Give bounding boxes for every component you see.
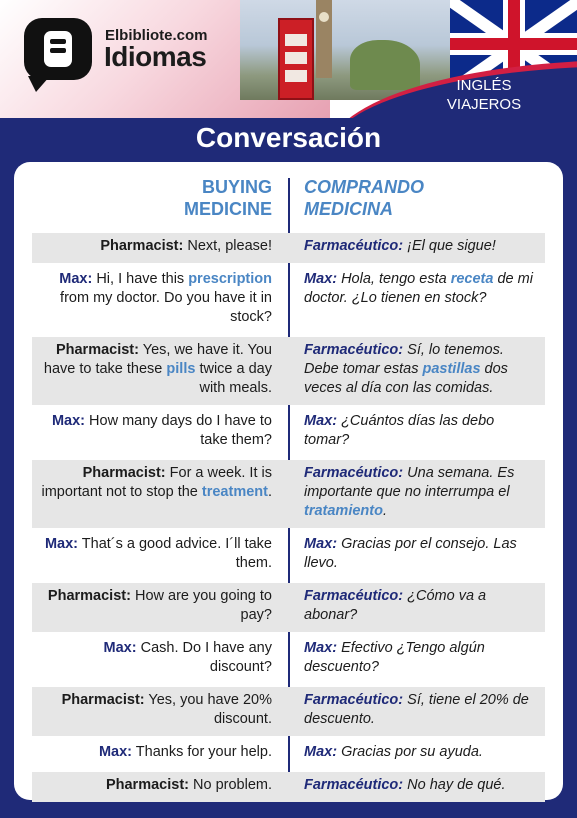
dialogue-text: How are you going to pay? [130, 588, 272, 623]
spanish-line [304, 535, 540, 573]
speaker-label: Max: [98, 744, 133, 760]
clock-tower-icon [316, 0, 332, 78]
badge-line-2: VIAJEROS [446, 96, 522, 113]
speaker-label: Pharmacist: [47, 588, 131, 604]
speaker-label: Farmacéutico: [304, 465, 404, 481]
phone-box-icon [278, 18, 314, 100]
speaker-label: Pharmacist: [100, 238, 184, 254]
speaker-label: Max: [44, 536, 79, 552]
spanish-line [304, 776, 540, 795]
spanish-line [304, 464, 540, 521]
spanish-heading-line: COMPRANDO [304, 177, 424, 197]
badge-line-1: INGLÉS [456, 77, 512, 94]
speaker-label: Farmacéutico: [304, 588, 404, 604]
dialogue-text: For a week. It is important not to stop the [41, 465, 272, 500]
dialogue-text: Sí, lo tenemos. Debe tomar estas [304, 342, 504, 377]
dialogue-text: No hay de qué. [403, 777, 506, 793]
dialogue-row [32, 583, 545, 632]
speaker-label: Farmacéutico: [304, 342, 404, 358]
speaker-label: Max: [103, 640, 137, 656]
dialogue-text: Sí, tiene el 20% de descuento. [304, 692, 529, 727]
dialogue-text: Cash. Do I have any discount? [136, 640, 272, 675]
speaker-label: Farmacéutico: [304, 777, 404, 793]
dialogue-text: No problem. [188, 777, 272, 793]
keyword: treatment [201, 484, 268, 500]
spanish-line [304, 639, 540, 677]
dialogue-text: Yes, you have 20% discount. [144, 692, 272, 727]
dialogue-text: Gracias por el consejo. Las llevo. [304, 536, 517, 571]
dialogue-text: de mi doctor. ¿Lo tienen en stock? [304, 271, 533, 306]
english-line [38, 341, 272, 398]
speaker-label: Pharmacist: [105, 777, 189, 793]
spanish-line [304, 412, 540, 450]
dialogue-text: twice a day with meals. [195, 361, 272, 396]
brand-title: Idiomas [104, 41, 207, 72]
spanish-line [304, 341, 540, 398]
english-line [38, 776, 272, 795]
spanish-line [304, 587, 540, 625]
speaker-label: Farmacéutico: [304, 692, 404, 708]
speaker-label: Max: [304, 640, 338, 656]
dialogue-text: Next, please! [183, 238, 272, 254]
spanish-line [304, 743, 540, 762]
dialogue-text: Gracias por su ayuda. [337, 744, 483, 760]
dialogue-row [32, 460, 545, 528]
english-heading-line: BUYING [201, 177, 272, 197]
dialogue-text: Hola, tengo esta [337, 271, 451, 287]
dialogue-text: . [267, 484, 272, 500]
speaker-label: Max: [304, 744, 338, 760]
speaker-label: Max: [59, 271, 93, 287]
dialogue-text: ¡El que sigue! [403, 238, 496, 254]
english-line [38, 639, 272, 677]
keyword: pills [166, 361, 196, 377]
dialogue-row [32, 635, 545, 684]
dialogue-text: Thanks for your help. [132, 744, 272, 760]
spanish-column-heading [304, 176, 544, 220]
dialogue-text: Efectivo ¿Tengo algún descuento? [304, 640, 485, 675]
speaker-label: Max: [304, 271, 338, 287]
keyword: prescription [188, 271, 272, 287]
keyword: tratamiento [304, 503, 383, 519]
english-heading-line: MEDICINE [183, 199, 272, 219]
speaker-label: Max: [304, 413, 338, 429]
english-line [38, 535, 272, 573]
header-banner [0, 0, 577, 118]
dialogue-text: ¿Cuántos días las debo tomar? [304, 413, 495, 448]
dialogue-text: Yes, we have it. You have to take these [43, 342, 272, 377]
speaker-label: Pharmacist: [55, 342, 139, 358]
brand-subtitle: Elbibliote.com [105, 27, 208, 44]
dialogue-row [32, 739, 545, 769]
trees-icon [350, 40, 420, 90]
dialogue-row [32, 233, 545, 263]
english-line [38, 691, 272, 729]
keyword: pastillas [422, 361, 481, 377]
page-title: Conversación [195, 122, 382, 153]
speaker-label: Max: [304, 536, 338, 552]
dialogue-row [32, 266, 545, 334]
english-line [38, 270, 272, 327]
dialogue-text: Hi, I have this [92, 271, 189, 287]
dialogue-text: dos veces al día con las comidas. [304, 361, 508, 396]
dialogue-text: Una semana. Es importante que no interrumpa el [304, 465, 515, 500]
speaker-label: Pharmacist: [61, 692, 145, 708]
speaker-label: Max: [51, 413, 85, 429]
logo-icon [24, 18, 92, 80]
course-badge [429, 76, 539, 114]
dialogue-text: How many days do I have to take them? [85, 413, 272, 448]
english-column-heading [34, 176, 272, 220]
speaker-label: Pharmacist: [82, 465, 166, 481]
english-line [38, 237, 272, 256]
dialogue-row [32, 687, 545, 736]
spanish-line [304, 691, 540, 729]
dialogue-text: from my doctor. Do you have it in stock? [60, 290, 272, 325]
dialogue-rows [32, 233, 545, 805]
english-line [38, 412, 272, 450]
dialogue-text: . [382, 503, 387, 519]
english-line [38, 464, 272, 502]
dialogue-text: That´s a good advice. I´ll take them. [78, 536, 272, 571]
dialogue-row [32, 408, 545, 457]
spanish-line [304, 270, 540, 308]
dialogue-row [32, 531, 545, 580]
speaker-label: Farmacéutico: [304, 238, 404, 254]
spanish-heading-line: MEDICINA [304, 199, 393, 219]
conversation-card [14, 162, 563, 800]
keyword: receta [450, 271, 494, 287]
dialogue-row [32, 772, 545, 802]
spanish-line [304, 237, 540, 256]
dialogue-text: ¿Cómo va a abonar? [304, 588, 487, 623]
english-line [38, 743, 272, 762]
english-line [38, 587, 272, 625]
dialogue-row [32, 337, 545, 405]
